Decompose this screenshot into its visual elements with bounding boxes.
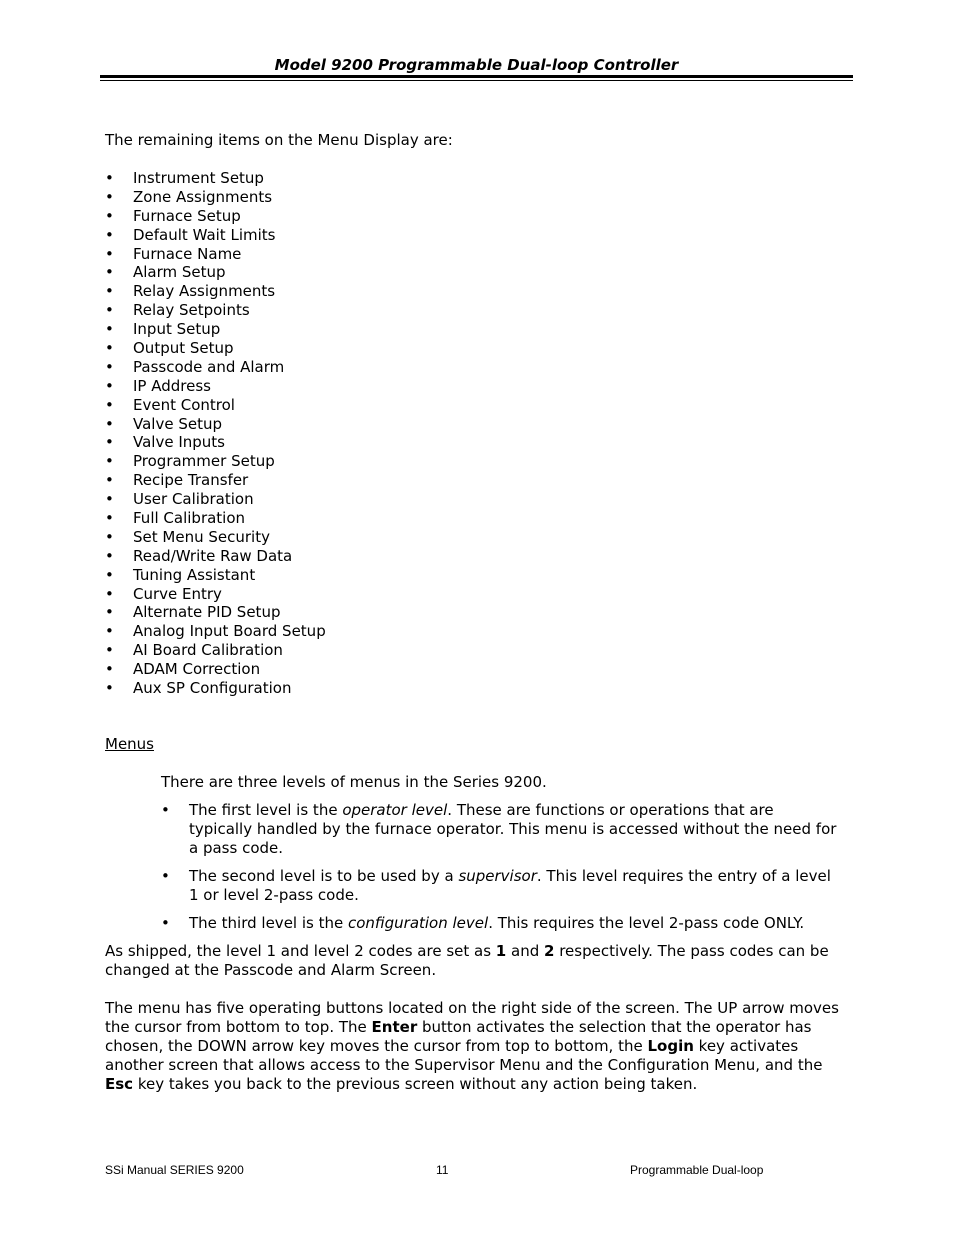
list-item: • AI Board Calibration: [105, 641, 326, 660]
list-item: • Curve Entry: [105, 585, 326, 604]
enter-key-label: Enter: [371, 1018, 418, 1036]
menus-section-heading: Menus: [105, 735, 154, 753]
level-2-code: 2: [544, 942, 555, 960]
level-text-post: . These are functions or operations that are typically handled by the furnace operator. This menu is accessed without the need for a pass code.: [189, 801, 837, 857]
menu-level-item-supervisor: [161, 867, 841, 905]
level-text-post: . This requires the level 2-pass code ONLY.: [488, 914, 805, 932]
page-number: 11: [436, 1163, 449, 1177]
paragraph-text: The menu has five operating buttons located on the right side of the screen. The UP arrow moves the cursor from bottom to top. The: [105, 999, 839, 1036]
level-text-post: . This level requires the entry of a level 1 or level 2-pass code.: [189, 867, 831, 904]
list-item: • Recipe Transfer: [105, 471, 326, 490]
list-item: • Programmer Setup: [105, 452, 326, 471]
header-rule-thin: [100, 80, 853, 81]
footer-right-text: Programmable Dual-loop: [630, 1163, 764, 1177]
list-item: • Valve Setup: [105, 415, 326, 434]
menu-items-list: [105, 169, 326, 698]
list-item: • Set Menu Security: [105, 528, 326, 547]
paragraph-text: button activates the selection that the operator has chosen, the DOWN arrow key moves the cursor from top to bottom, the: [105, 1018, 812, 1055]
list-item: • Aux SP Configuration: [105, 679, 326, 698]
level-text-pre: The first level is the: [189, 801, 343, 819]
list-item: • Valve Inputs: [105, 433, 326, 452]
list-item: • Analog Input Board Setup: [105, 622, 326, 641]
menu-levels-list: [161, 801, 841, 942]
list-item: • Default Wait Limits: [105, 226, 326, 245]
operating-buttons-paragraph: [105, 999, 855, 1094]
list-item: • Input Setup: [105, 320, 326, 339]
login-key-label: Login: [647, 1037, 694, 1055]
list-item: • Furnace Setup: [105, 207, 326, 226]
intro-text: The remaining items on the Menu Display are:: [105, 131, 453, 149]
menu-level-item-configuration: [161, 914, 841, 933]
level-text-pre: The third level is the: [189, 914, 348, 932]
page-header-title: Model 9200 Programmable Dual-loop Controller: [274, 56, 679, 74]
list-item: • Furnace Name: [105, 245, 326, 264]
list-item: • ADAM Correction: [105, 660, 326, 679]
list-item: • IP Address: [105, 377, 326, 396]
level-text-pre: The second level is to be used by a: [189, 867, 459, 885]
list-item: • User Calibration: [105, 490, 326, 509]
list-item: • Zone Assignments: [105, 188, 326, 207]
list-item: • Instrument Setup: [105, 169, 326, 188]
paragraph-text: and: [506, 942, 544, 960]
level-1-code: 1: [495, 942, 507, 960]
list-item: • Event Control: [105, 396, 326, 415]
level-emphasis: configuration level: [348, 914, 489, 932]
list-item: • Relay Assignments: [105, 282, 326, 301]
paragraph-text: key activates another screen that allows access to the Supervisor Menu and the Configuration Menu, and the: [105, 1037, 823, 1074]
list-item: • Output Setup: [105, 339, 326, 358]
paragraph-text: As shipped, the level 1 and level 2 codes are set as: [105, 942, 496, 960]
pass-codes-paragraph: [105, 942, 855, 980]
menu-level-item-operator: [161, 801, 841, 858]
header-rule-thick: [100, 75, 853, 78]
esc-key-label: Esc: [105, 1075, 134, 1093]
footer-left-text: SSi Manual SERIES 9200: [105, 1163, 244, 1177]
paragraph-text: key takes you back to the previous screen without any action being taken.: [133, 1075, 698, 1093]
list-item: • Full Calibration: [105, 509, 326, 528]
list-item: • Relay Setpoints: [105, 301, 326, 320]
list-item: • Read/Write Raw Data: [105, 547, 326, 566]
list-item: • Passcode and Alarm: [105, 358, 326, 377]
menu-levels-intro: There are three levels of menus in the Series 9200.: [161, 773, 547, 791]
level-emphasis: supervisor: [458, 867, 537, 885]
list-item: • Alarm Setup: [105, 263, 326, 282]
list-item: • Alternate PID Setup: [105, 603, 326, 622]
paragraph-text: respectively. The pass codes can be changed at the Passcode and Alarm Screen.: [105, 942, 829, 979]
list-item: • Tuning Assistant: [105, 566, 326, 585]
level-emphasis: operator level: [342, 801, 448, 819]
